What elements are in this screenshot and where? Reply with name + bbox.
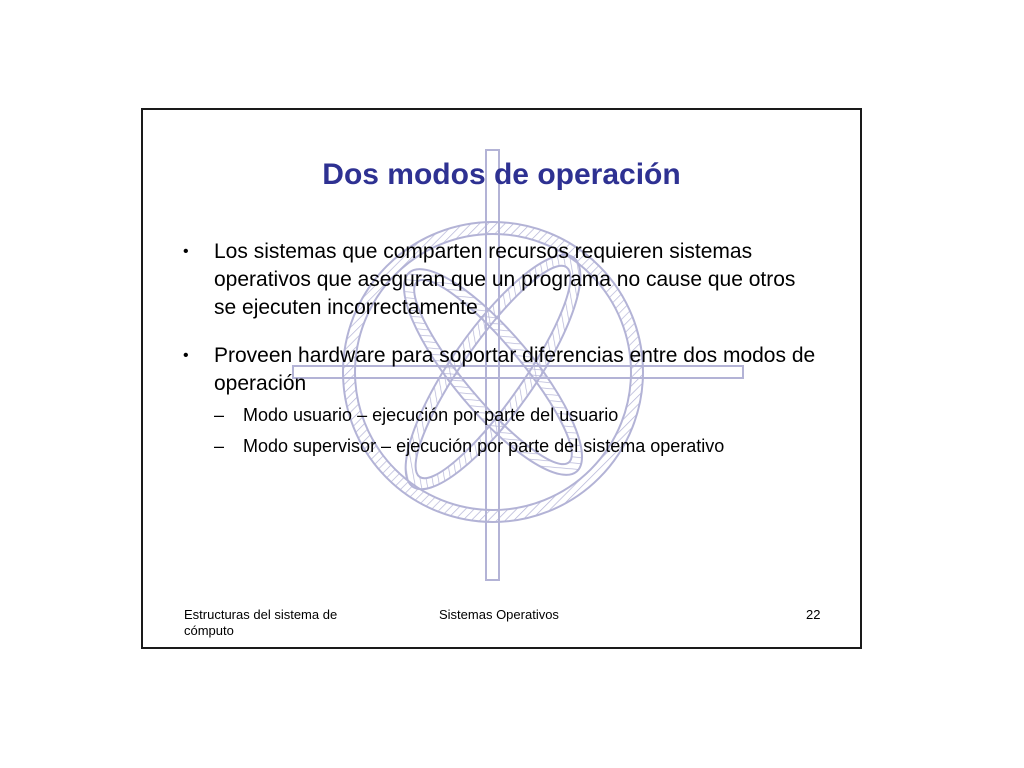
bullet-list (181, 238, 821, 479)
slide-title: Dos modos de operación (322, 158, 681, 191)
footer-course-section: Estructuras del sistema de cómputo (184, 607, 338, 638)
bullet-text: Los sistemas que comparten recursos requieren sistemas operativos que aseguran que un programa no cause que otros se ejecuten incorrectamente (214, 240, 796, 319)
bullet-text: Proveen hardware para soportar diferencias entre dos modos de operación (214, 344, 816, 395)
dash-icon: – (214, 436, 225, 456)
bullet-item (181, 238, 821, 322)
bullet-dot-icon: • (183, 347, 189, 364)
bullet-dot-icon: • (183, 243, 189, 260)
sub-bullet-item (214, 402, 821, 428)
sub-bullet-item (214, 433, 821, 459)
sub-bullet-text: Modo usuario – ejecución por parte del usuario (243, 405, 619, 425)
slide-frame (141, 108, 862, 649)
footer-course-name: Sistemas Operativos (439, 607, 559, 622)
bullet-item (181, 342, 821, 459)
dash-icon: – (214, 405, 225, 425)
sub-bullet-text: Modo supervisor – ejecución por parte del sistema operativo (243, 436, 725, 456)
footer-page-number: 22 (806, 607, 821, 622)
sub-bullet-list (214, 402, 821, 459)
